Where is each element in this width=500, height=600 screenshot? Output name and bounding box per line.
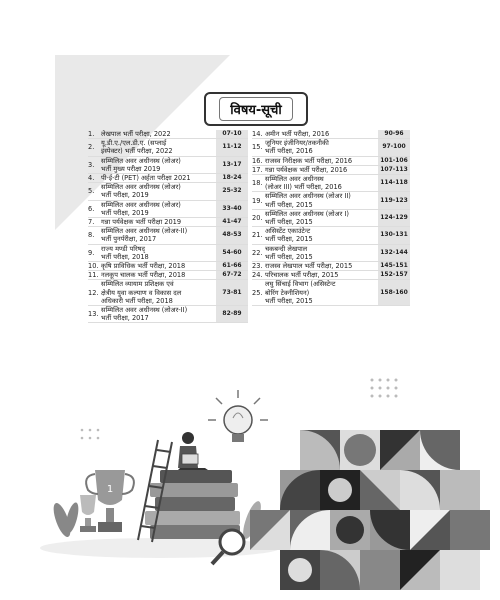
toc-entry-number: 23. [252,262,263,271]
toc-entry-title: लेखपाल भर्ती परीक्षा, 2022 [101,130,171,138]
toc-entry-title: सम्मिलित अवर अधीनस्थ (लोअर-II) भर्ती परीक्षा, 2017 [101,306,188,323]
toc-entry-pages: 124-129 [378,210,410,226]
toc-entry [88,201,248,218]
toc-entry [88,262,248,271]
toc-entry-pages: 82-89 [216,306,248,322]
toc-entry-title: गन्ना पर्यवेक्षक भर्ती परीक्षा 2019 [101,218,182,227]
toc-entry-number: 3. [88,160,95,169]
toc-entry [252,157,410,166]
toc-entry-pages: 97-100 [378,139,410,155]
toc-entry-pages: 119-123 [378,192,410,208]
toc-entry-title: सम्मिलित अवर अधीनस्थ (लोअर) भर्ती मुख्य परीक्षा 2019 [101,156,181,173]
toc-entry-pages: 73-81 [216,280,248,305]
toc-entry-number: 4. [88,174,95,183]
toc-entry-title: राजस्व लेखपाल भर्ती परीक्षा, 2015 [265,262,353,271]
toc-entry-pages: 152-157 [378,271,410,279]
toc-entry-pages: 41-47 [216,218,248,226]
lightbulb-icon [208,390,268,442]
toc-entry-title: चकबन्दी लेखपाल भर्ती परीक्षा, 2015 [265,244,313,261]
toc-entry-number: 11. [88,271,99,280]
toc-entry-pages: 67-72 [216,271,248,279]
toc-entry [252,271,410,280]
toc-entry-number: 14. [252,130,263,138]
toc-entry [252,245,410,262]
toc-entry-number: 13. [88,310,99,319]
toc-entry-title: अमीन भर्ती परीक्षा, 2016 [265,130,330,138]
toc-entry-title: लघु सिंचाई विभाग (असिस्टेन्ट बोरिंग टेक्नीशियन) भर्ती परीक्षा, 2015 [265,280,336,305]
toc-entry [88,245,248,262]
toc-entry-pages: 33-40 [216,201,248,217]
toc-entry-number: 24. [252,271,263,280]
toc-entry-number: 12. [88,288,99,297]
toc-entry [88,218,248,227]
toc-entry-number: 19. [252,196,263,205]
toc-entry-title: गन्ना पर्यवेक्षक भर्ती परीक्षा, 2016 [265,165,348,174]
toc-entry-number: 7. [88,218,95,227]
toc-entry-title: यू.डी.ए./एल.डी.ए. (सप्लाई इंस्पेक्टर) भर्ती परीक्षा, 2022 [101,139,173,156]
toc-entry [252,166,410,175]
toc-entry-pages: 07-10 [216,130,248,138]
toc-entry [88,306,248,323]
toc-entry-number: 16. [252,156,263,165]
toc-entry [252,227,410,244]
toc-right-column [252,130,410,306]
toc-entry-number: 20. [252,213,263,222]
toc-entry-title: सम्मिलित अवर अधीनस्थ (लोअर-II) भर्ती पुनर्परीक्षा, 2017 [101,227,188,244]
person-reading-illustration [178,432,208,470]
small-trophy-icon [80,495,96,532]
toc-entry-title: जूनियर इंजीनियर/तकनीकी भर्ती परीक्षा, 2016 [265,139,329,156]
toc-entry-number: 9. [88,248,95,257]
toc-entry-number: 8. [88,231,95,240]
toc-entry-pages: 13-17 [216,157,248,173]
toc-entry-number: 21. [252,231,263,240]
toc-entry-title: सम्मिलित व्यायाम प्रशिक्षक एवं क्षेत्रीय युवा कल्याण व विकास दल अधिकारी भर्ती परीक्षा, 2018 [101,280,182,305]
toc-entry [252,139,410,156]
toc-entry-pages: 90-96 [378,130,410,138]
toc-entry-pages: 101-106 [378,157,410,165]
toc-entry-title: राज्य मण्डी परिषद् भर्ती परीक्षा, 2018 [101,244,149,261]
toc-entry-title: परिचालक भर्ती परीक्षा, 2015 [265,271,339,280]
toc-entry-pages: 130-131 [378,227,410,243]
toc-entry-title: पी-ई-टी (PET) अर्हता परीक्षा 2021 [101,174,191,183]
toc-entry-pages: 18-24 [216,174,248,182]
toc-entry-pages: 48-53 [216,227,248,243]
toc-entry-title: असिस्टेंट एकाउंटेन्ट भर्ती परीक्षा, 2015 [265,227,313,244]
toc-entry-number: 2. [88,143,95,152]
toc-entry-pages: 107-113 [378,166,410,174]
toc-entry-number: 22. [252,248,263,257]
toc-entry-pages: 158-160 [378,280,410,305]
decorative-illustration [0,370,500,600]
toc-entry-number: 10. [88,262,99,271]
toc-entry [252,192,410,209]
toc-entry-title: सम्मिलित अवर अधीनस्थ (लोअर II) भर्ती परीक्षा, 2015 [265,192,351,209]
toc-entry-title: सम्मिलित अवर अधीनस्थ (लोअर) भर्ती परीक्षा, 2019 [101,200,181,217]
toc-entry [252,175,410,192]
toc-entry [88,130,248,139]
toc-entry-title: कृषि प्राविधिक भर्ती परीक्षा, 2018 [101,262,186,271]
geometric-pattern-decoration [250,430,490,590]
toc-entry [88,183,248,200]
toc-entry [252,130,410,139]
toc-entry-pages: 25-32 [216,183,248,199]
toc-entry [88,157,248,174]
toc-entry [88,280,248,306]
title-box [204,92,308,126]
toc-entry-pages: 145-151 [378,262,410,270]
toc-left-column [88,130,248,323]
toc-entry-title: सम्मिलित अवर अधीनस्थ (लोअर I) भर्ती परीक्षा, 2015 [265,209,349,227]
toc-entry-title: सम्मिलित अवर अधीनस्थ (लोअर) भर्ती परीक्षा, 2019 [101,183,181,200]
toc-entry-number: 5. [88,187,95,196]
toc-entry-number: 6. [88,204,95,213]
toc-entry-title: राजस्व निरीक्षक भर्ती परीक्षा, 2016 [265,156,353,165]
svg-text:1: 1 [106,484,114,495]
toc-entry [252,262,410,271]
toc-entry [88,139,248,156]
toc-entry-pages: 54-60 [216,245,248,261]
toc-entry [88,227,248,244]
toc-entry-pages: 114-118 [378,175,410,191]
toc-entry-number: 25. [252,288,263,297]
toc-entry-pages: 11-12 [216,139,248,155]
toc-entry-title: नलकूप चालक भर्ती परीक्षा, 2018 [101,271,186,280]
toc-entry [88,271,248,280]
toc-entry [252,280,410,306]
toc-entry-pages: 132-144 [378,245,410,261]
toc-entry-number: 15. [252,143,263,152]
toc-entry-number: 17. [252,165,263,174]
toc-entry [88,174,248,183]
toc-entry-title: सम्मिलित अवर अधीनस्थ (लोअर III) भर्ती परीक्षा, 2016 [265,175,342,192]
page-title: विषय-सूची [219,97,292,121]
toc-entry-pages: 61-66 [216,262,248,270]
toc-entry-number: 1. [88,130,95,138]
toc-entry [252,210,410,227]
toc-entry-number: 18. [252,179,263,188]
